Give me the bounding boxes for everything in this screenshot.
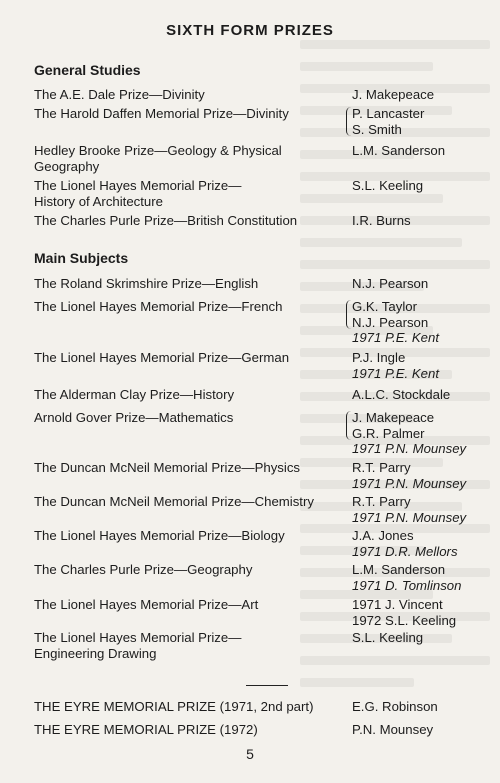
winner-name: 1971 P.N. Mounsey <box>352 475 467 491</box>
prize-winners <box>352 299 500 346</box>
prize-winners <box>352 143 500 159</box>
prize-name: The Charles Purle Prize—British Constitution <box>34 213 298 228</box>
winner-name: N.J. Pearson <box>352 314 429 330</box>
prize-name: The Lionel Hayes Memorial Prize— History of Architecture <box>34 178 242 209</box>
prize-name: The Harold Daffen Memorial Prize—Divinity <box>34 106 289 121</box>
winner-name: S. Smith <box>352 121 402 137</box>
winner-name: 1972 S.L. Keeling <box>352 612 457 628</box>
page-number: 5 <box>246 746 254 762</box>
prize-winners <box>352 213 500 229</box>
winner-name: P.J. Ingle <box>352 350 406 365</box>
eyre-prize-winner: E.G. Robinson <box>352 699 438 714</box>
prize-name: The Duncan McNeil Memorial Prize—Chemistry <box>34 494 314 509</box>
prize-name: The Lionel Hayes Memorial Prize—French <box>34 299 283 314</box>
winner-name: R.T. Parry <box>352 494 411 509</box>
winner-name: 1971 P.E. Kent <box>352 365 440 381</box>
winner-name: L.M. Sanderson <box>352 143 446 158</box>
prize-winners <box>352 410 500 457</box>
prize-name: Hedley Brooke Prize—Geology & Physical Geography <box>34 143 282 174</box>
winner-name: P. Lancaster <box>352 106 425 121</box>
grouping-brace <box>346 300 351 329</box>
prize-winners <box>352 562 500 593</box>
eyre-prize-label: THE EYRE MEMORIAL PRIZE (1971, 2nd part) <box>34 699 314 714</box>
winner-name: G.R. Palmer <box>352 425 425 441</box>
prize-winners <box>352 494 500 525</box>
prize-winners <box>352 528 500 559</box>
prize-winners <box>352 178 500 194</box>
grouping-brace <box>346 107 351 136</box>
winner-name: S.L. Keeling <box>352 630 424 645</box>
grouping-brace <box>346 411 351 440</box>
prize-winners <box>352 276 500 292</box>
winner-name: A.L.C. Stockdale <box>352 387 451 402</box>
prize-winners <box>352 630 500 646</box>
winner-name: I.R. Burns <box>352 213 411 228</box>
prize-name: The Lionel Hayes Memorial Prize—Art <box>34 597 259 612</box>
winner-name: J. Makepeace <box>352 410 435 425</box>
winner-name: R.T. Parry <box>352 460 411 475</box>
prize-name: The Lionel Hayes Memorial Prize—Biology <box>34 528 285 543</box>
winner-name: 1971 P.E. Kent <box>352 330 440 345</box>
prize-name: Arnold Gover Prize—Mathematics <box>34 410 234 425</box>
eyre-prize-label: THE EYRE MEMORIAL PRIZE (1972) <box>34 722 258 737</box>
section-heading-general-studies: General Studies <box>34 62 141 78</box>
prize-winners <box>352 387 500 403</box>
prize-winners <box>352 87 500 103</box>
winner-name: 1971 P.N. Mounsey <box>352 509 467 525</box>
prize-winners <box>352 350 500 381</box>
winner-name: J.A. Jones <box>352 528 414 543</box>
winner-name: L.M. Sanderson <box>352 562 446 577</box>
divider <box>246 685 288 686</box>
winner-name: 1971 P.N. Mounsey <box>352 441 467 456</box>
winner-name: S.L. Keeling <box>352 178 424 193</box>
eyre-prize-winner: P.N. Mounsey <box>352 722 434 737</box>
winner-name: G.K. Taylor <box>352 299 417 314</box>
prize-name: The Duncan McNeil Memorial Prize—Physics <box>34 460 301 475</box>
prize-name: The Charles Purle Prize—Geography <box>34 562 253 577</box>
winner-name: J. Makepeace <box>352 87 435 102</box>
prize-name: The Roland Skrimshire Prize—English <box>34 276 259 291</box>
prize-name: The A.E. Dale Prize—Divinity <box>34 87 205 102</box>
page-title: SIXTH FORM PRIZES <box>166 22 334 39</box>
prize-name: The Alderman Clay Prize—History <box>34 387 235 402</box>
winner-name: 1971 D. Tomlinson <box>352 577 462 593</box>
prize-name: The Lionel Hayes Memorial Prize—German <box>34 350 290 365</box>
prize-winners <box>352 597 500 628</box>
prize-winners <box>352 460 500 491</box>
winner-name: 1971 J. Vincent <box>352 597 443 612</box>
winner-name: N.J. Pearson <box>352 276 429 291</box>
winner-name: 1971 D.R. Mellors <box>352 543 458 559</box>
prize-name: The Lionel Hayes Memorial Prize— Engineering Drawing <box>34 630 242 661</box>
section-heading-main-subjects: Main Subjects <box>34 250 129 266</box>
prize-winners <box>352 106 500 137</box>
